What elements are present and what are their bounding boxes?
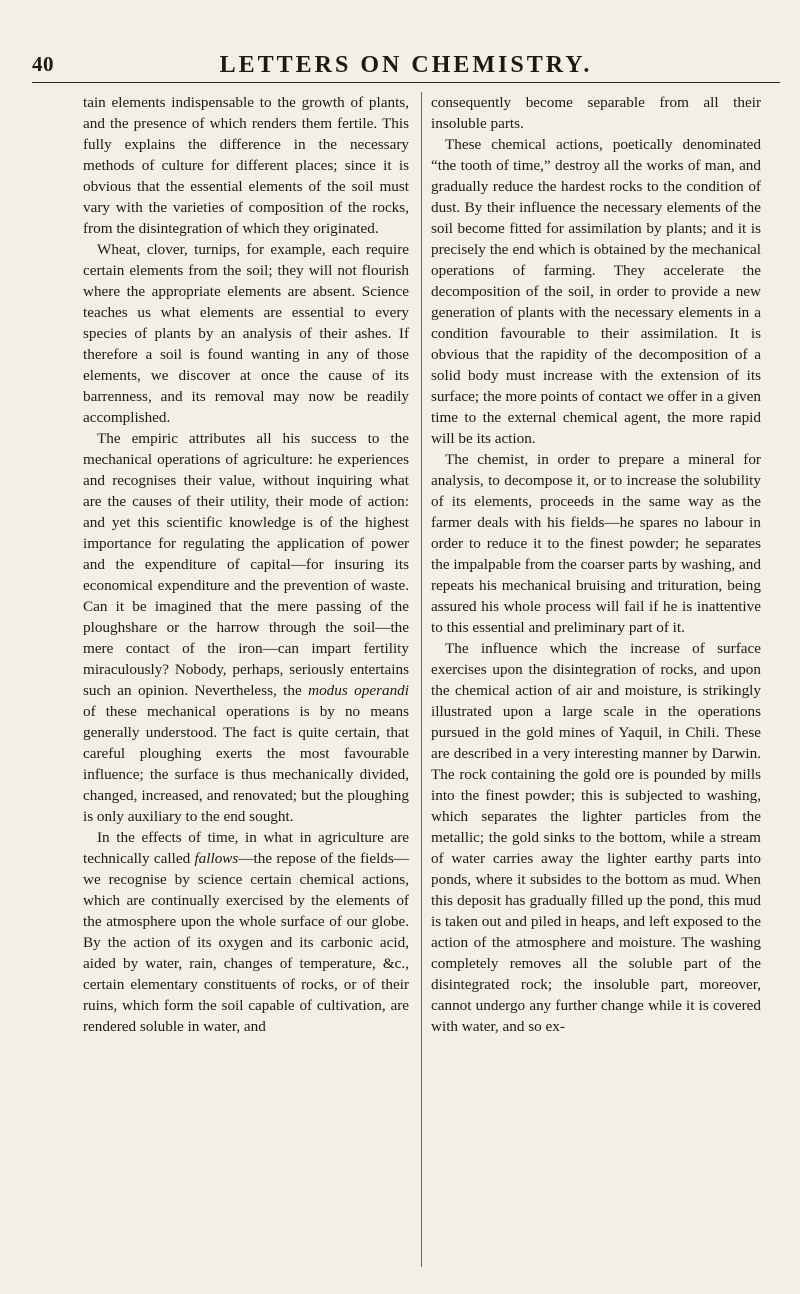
page-number: 40 bbox=[32, 52, 54, 76]
paragraph bbox=[431, 638, 761, 1037]
column-divider bbox=[421, 92, 422, 1267]
italic-phrase: fallows bbox=[194, 850, 239, 867]
paragraph bbox=[83, 92, 409, 239]
running-title: LETTERS ON CHEMISTRY. bbox=[219, 52, 593, 78]
paragraph-text: tain elements indispensable to the growth of plants, and the presence of which renders them fertile. This fully explains the difference in the necessary methods of culture for different places; since it is obvious that the essential elements of the soil must vary with the varieties of composition of the rocks, from the disintegration of which they originated. bbox=[83, 94, 409, 237]
paragraph-text: of these mechanical operations is by no means generally understood. The fact is quite certain, that careful ploughing exerts the most favourable influence; the surface is thus mechanically divided, changed, increased, and renovated; but the ploughing is only auxiliary to the end sought. bbox=[83, 703, 409, 825]
paragraph-text: These chemical actions, poetically denominated “the tooth of time,” destroy all the works of man, and gradually reduce the hardest rocks to the condition of dust. By their influence the necessary elements of the soil become fitted for assimilation by plants; and it is precisely the end which is obtained by the mechanical operations of farming. They accelerate the decomposition of the soil, in order to provide a new generation of plants with the necessary elements in a condition favourable to their assimilation. It is obvious that the rapidity of the decomposition of a solid body must increase with the extension of its surface; the more points of contact we offer in a given time to the external chemical agent, the more rapid will be its action. bbox=[431, 136, 761, 447]
paragraph bbox=[431, 92, 761, 134]
page-header bbox=[32, 52, 780, 83]
paragraph-text: The empiric attributes all his success to the mechanical operations of agriculture: he experiences and recognises their value, without inquiring what are the causes of their utility, their mode of action: and yet this scientific knowledge is of the highest importance for regulating the application of power and the expenditure of capital—for insuring its economical expenditure and the prevention of waste. Can it be imagined that the mere passing of the ploughshare or the harrow through the soil—the mere contact of the iron—can impart fertility miraculously? Nobody, perhaps, seriously entertains such an opinion. Nevertheless, the bbox=[83, 430, 409, 699]
paragraph-text: In the effects of time, in what in agriculture are technically called bbox=[83, 829, 409, 867]
paragraph bbox=[431, 449, 761, 638]
paragraph-text: —the repose of the fields—we recognise by science certain chemical actions, which are continually exercised by the elements of the atmosphere upon the whole surface of our globe. By the action of its oxygen and its carbonic acid, aided by water, rain, changes of temperature, &c., certain elementary constituents of rocks, or of their ruins, which form the soil capable of cultivation, are rendered soluble in water, and bbox=[83, 850, 409, 1035]
paragraph-text: The influence which the increase of surface exercises upon the disintegration of rocks, and upon the chemical action of air and moisture, is strikingly illustrated upon a large scale in the operations pursued in the gold mines of Yaquil, in Chili. These are described in a very interesting manner by Darwin. The rock containing the gold ore is pounded by mills into the finest powder; this is subjected to washing, which separates the lighter particles from the metallic; the gold sinks to the bottom, while a stream of water carries away the lighter earthy parts into ponds, where it subsides to the bottom as mud. When this deposit has gradually filled up the pond, this mud is taken out and piled in heaps, and left exposed to the action of the atmosphere and moisture. The washing completely removes all the soluble part of the disintegrated rock; the insoluble part, moreover, cannot undergo any further change while it is covered with water, and so ex- bbox=[431, 640, 761, 1035]
paragraph-text: Wheat, clover, turnips, for example, each require certain elements from the soil; they will not flourish where the appropriate elements are absent. Science teaches us what elements are essential to every species of plants by an analysis of their ashes. If therefore a soil is found wanting in any of those elements, we discover at once the cause of its barrenness, and its removal may now be readily accomplished. bbox=[83, 241, 409, 426]
left-text-column bbox=[83, 92, 409, 1037]
right-text-column bbox=[431, 92, 761, 1037]
paragraph bbox=[83, 827, 409, 1037]
italic-phrase: modus operandi bbox=[308, 682, 409, 699]
paragraph bbox=[431, 134, 761, 449]
paragraph-text: The chemist, in order to prepare a mineral for analysis, to decompose it, or to increase the solubility of its elements, proceeds in the same way as the farmer deals with his fields—he spares no labour in order to reduce it to the finest powder; he separates the impalpable from the coarser parts by washing, and repeats his mechanical bruising and trituration, being assured his whole process will fail if he is inattentive to this essential and preliminary part of it. bbox=[431, 451, 761, 636]
paragraph bbox=[83, 428, 409, 827]
paragraph bbox=[83, 239, 409, 428]
paragraph-text: consequently become separable from all their insoluble parts. bbox=[431, 94, 761, 132]
